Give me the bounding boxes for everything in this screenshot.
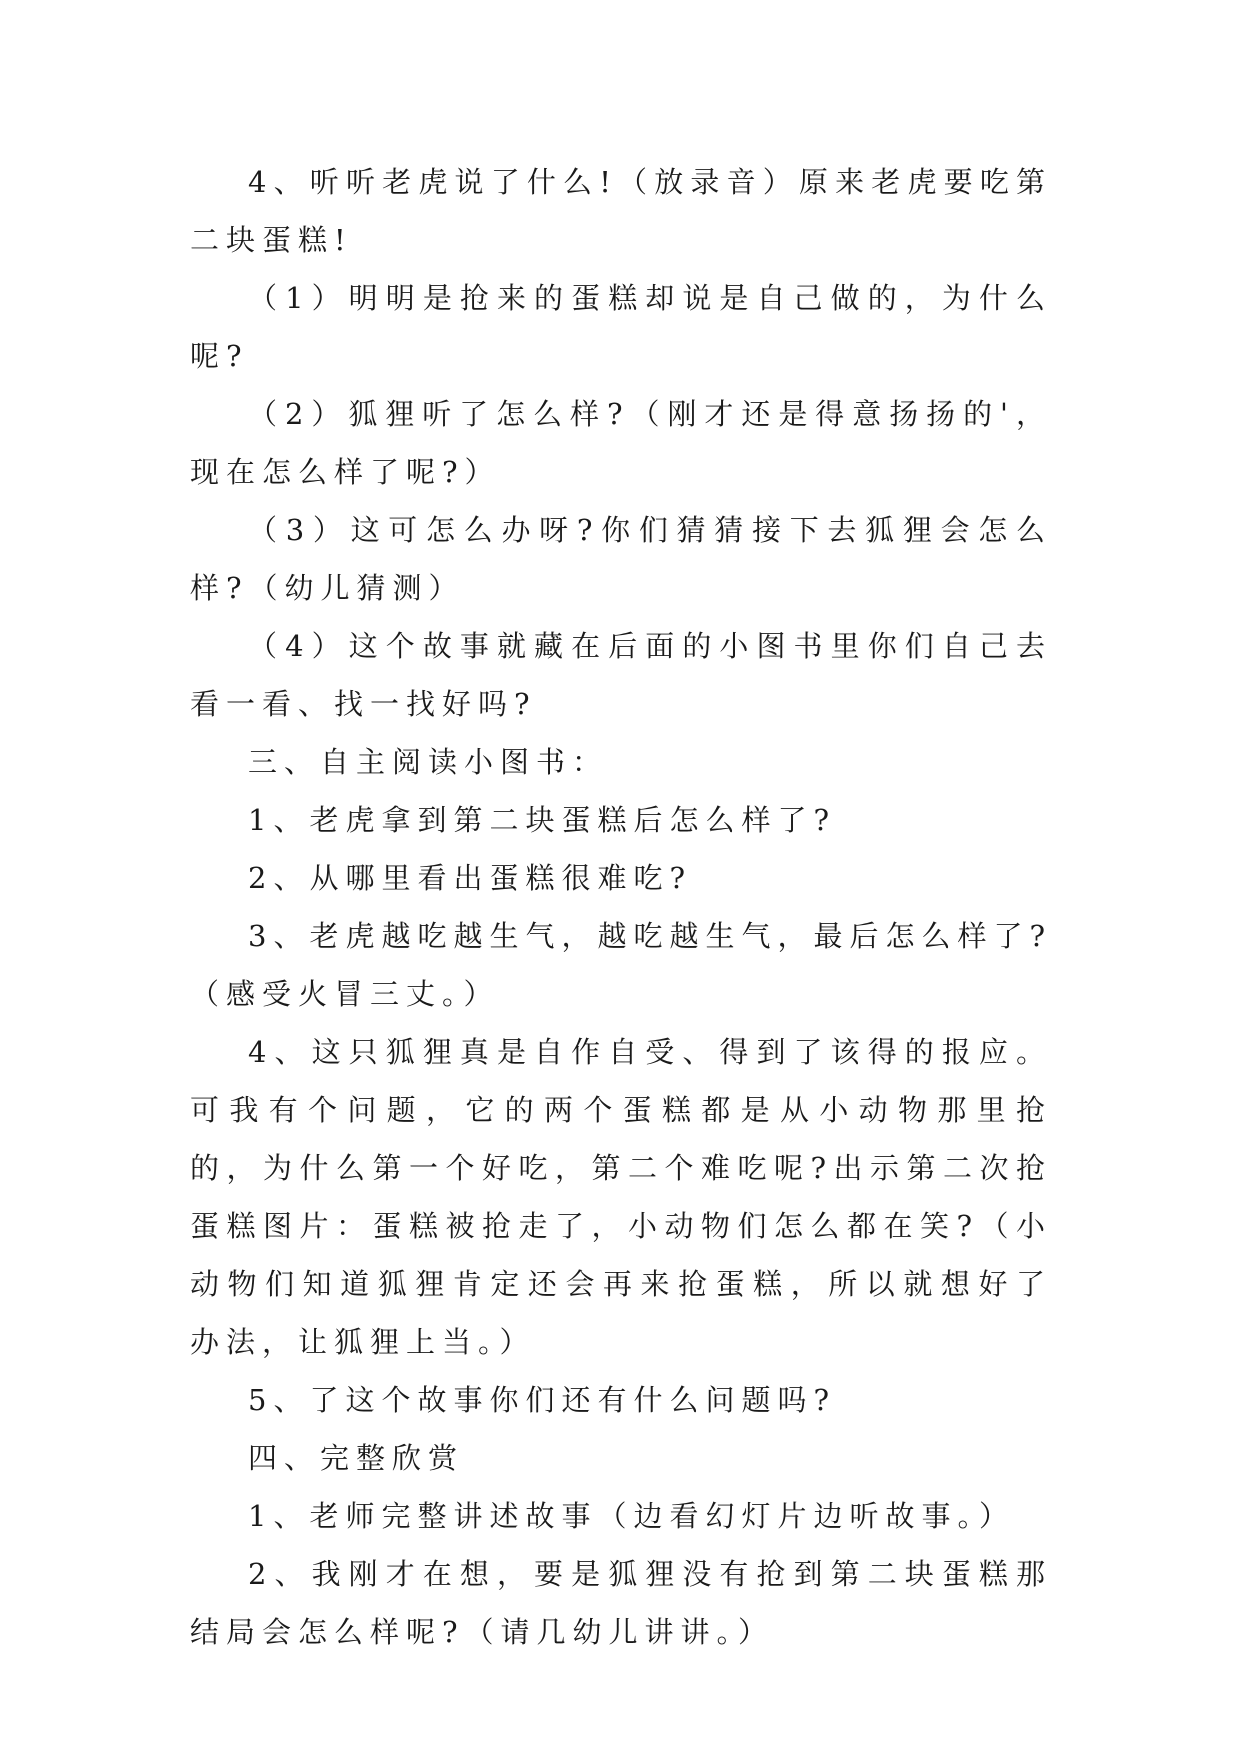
paragraph-listen-tiger: 4、听听老虎说了什么!（放录音）原来老虎要吃第二块蛋糕! [190,165,1052,257]
section-heading-reading: 三、自主阅读小图书： [248,745,609,779]
paragraph-question-3: （3）这可怎么办呀?你们猜猜接下去狐狸会怎么样?（幼儿猜测） [190,513,1052,605]
paragraph-question-1: （1）明明是抢来的蛋糕却说是自己做的，为什么呢? [190,281,1052,373]
paragraph-reading-3: 3、老虎越吃越生气，越吃越生气，最后怎么样了?（感受火冒三丈。） [190,919,1052,1011]
paragraph-reading-4: 4、这只狐狸真是自作自受、得到了该得的报应。可我有个问题，它的两个蛋糕都是从小动物那里抢的，为什么第一个好吃，第二个难吃呢?出示第二次抢蛋糕图片：蛋糕被抢走了，小动物们怎么都在笑?（小动物们知道狐狸肯定还会再来抢蛋糕，所以就想好了办法，让狐狸上当。） [190,1035,1052,1359]
paragraph-reading-2: 2、从哪里看出蛋糕很难吃? [248,861,692,895]
paragraph-reading-1: 1、老虎拿到第二块蛋糕后怎么样了? [248,803,836,837]
paragraph-appreciation-1: 1、老师完整讲述故事（边看幻灯片边听故事。） [248,1499,1015,1533]
paragraph-question-4: （4）这个故事就藏在后面的小图书里你们自己去看一看、找一找好吗? [190,629,1052,721]
paragraph-reading-5: 5、了这个故事你们还有什么问题吗? [248,1383,836,1417]
section-heading-appreciation: 四、完整欣赏 [248,1441,465,1475]
paragraph-question-2: （2）狐狸听了怎么样?（刚才还是得意扬扬的'，现在怎么样了呢?） [190,397,1052,489]
document-body [190,153,1052,1661]
paragraph-appreciation-2: 2、我刚才在想，要是狐狸没有抢到第二块蛋糕那结局会怎么样呢?（请几幼儿讲讲。） [190,1557,1052,1649]
